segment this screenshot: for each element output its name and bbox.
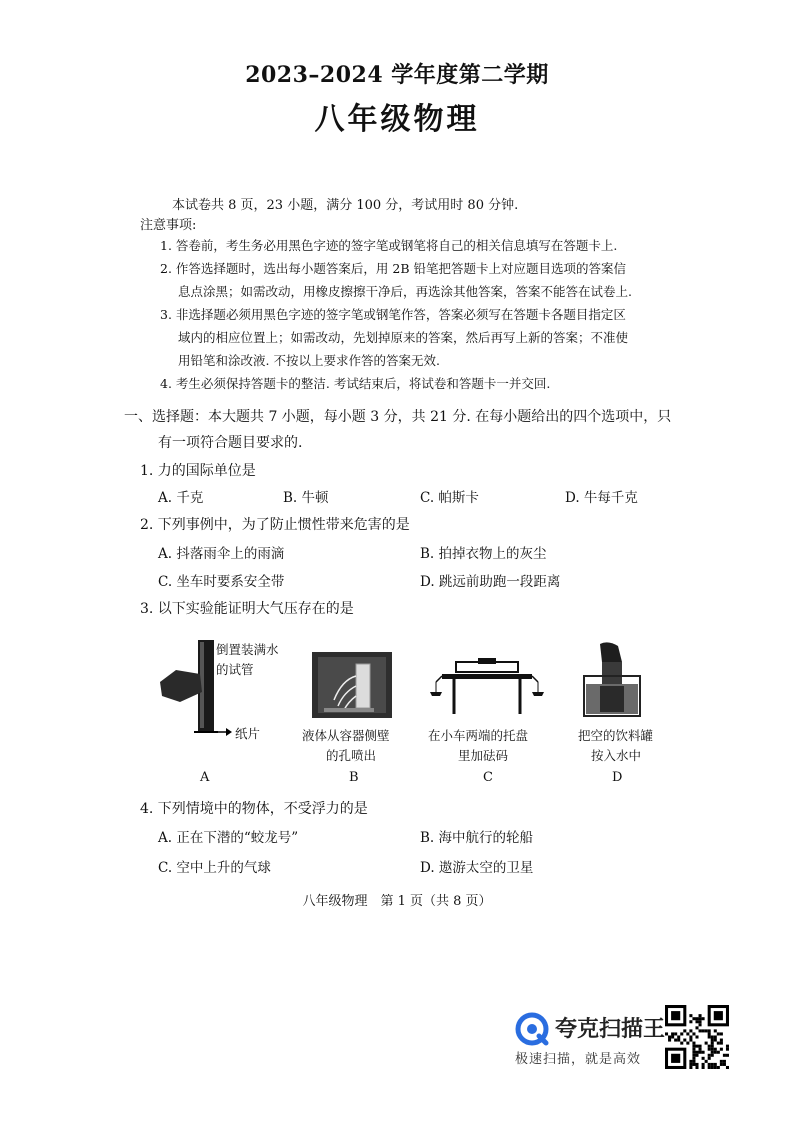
figure-c-caption-line-1: 在小车两端的托盘 [428,728,529,743]
figure-d-can-in-water [578,640,648,720]
figure-a-letter: A [200,770,210,785]
question-1-stem: 1. 力的国际单位是 [140,463,256,479]
figure-a-caption-line-2: 的试管 [216,662,254,677]
question-1-option-b: B. 牛顿 [283,490,329,506]
section-1-heading: 一、选择题：本大题共 7 小题，每小题 3 分，共 21 分. 在每小题给出的四个选项中，只 [124,409,672,425]
question-4-option-a: A. 正在下潜的“蛟龙号” [158,830,299,846]
question-1-option-c: C. 帕斯卡 [420,490,479,506]
question-4-option-b: B. 海中航行的轮船 [420,830,534,846]
qr-code-icon [665,1005,729,1069]
section-1-heading-cont: 有一项符合题目要求的. [158,435,303,451]
scanner-brand: 夸克扫描王 [555,1017,666,1042]
question-2-option-d: D. 跳远前助跑一段距离 [420,574,561,590]
figure-b-container-jets [312,652,392,718]
figure-c-letter: C [483,770,493,785]
question-4-option-c: C. 空中上升的气球 [158,860,271,876]
note-2-line-2: 息点涂黑；如需改动，用橡皮擦擦干净后，再选涂其他答案，答案不能答在试卷上. [178,284,632,299]
figure-a-caption-line-1: 倒置装满水 [216,642,279,657]
page-footer: 八年级物理 第 1 页（共 8 页） [302,894,492,909]
figure-d-caption-line-2: 按入水中 [591,748,642,763]
note-3-line-1: 3. 非选择题必须用黑色字迹的签字笔或钢笔作答，答案必须写在答题卡各题目指定区 [160,307,626,322]
question-4-stem: 4. 下列情境中的物体，不受浮力的是 [140,801,368,817]
figure-a-pointer-label: 纸片 [235,726,261,741]
note-1-line-1: 1. 答卷前，考生务必用黑色字迹的签字笔或钢笔将自己的相关信息填写在答题卡上. [160,238,618,253]
question-2-stem: 2. 下列事例中，为了防止惯性带来危害的是 [140,517,410,533]
question-2-option-b: B. 拍掉衣物上的灰尘 [420,546,547,562]
figure-b-caption-line-2: 的孔喷出 [326,748,377,763]
scanner-slogan: 极速扫描，就是高效 [515,1052,642,1067]
figure-c-cart-balance [428,656,546,716]
question-2-option-c: C. 坐车时要系安全带 [158,574,285,590]
note-3-line-2: 域内的相应位置上；如需改动，先划掉原来的答案，然后再写上新的答案；不准使 [178,330,629,345]
figure-b-caption-line-1: 液体从容器侧壁 [302,728,390,743]
question-2-option-a: A. 抖落雨伞上的雨滴 [158,546,285,562]
figure-d-letter: D [612,770,623,785]
subject-title: 八年级物理 [314,102,480,137]
figure-c-caption-line-2: 里加砝码 [458,748,509,763]
question-1-option-a: A. 千克 [158,490,204,506]
question-3-stem: 3. 以下实验能证明大气压存在的是 [140,601,354,617]
exam-intro: 本试卷共 8 页，23 小题，满分 100 分，考试用时 80 分钟. [172,198,519,213]
term-title: 2023–2024 学年度第二学期 [245,62,549,88]
note-4-line-1: 4. 考生必须保持答题卡的整洁. 考试结束后，将试卷和答题卡一并交回. [160,376,551,391]
scanner-logo-icon [515,1012,549,1046]
figure-d-caption-line-1: 把空的饮料罐 [578,728,654,743]
figure-b-letter: B [349,770,359,785]
question-1-option-d: D. 牛每千克 [565,490,638,506]
note-3-line-3: 用铅笔和涂改液. 不按以上要求作答的答案无效. [178,353,440,368]
question-4-option-d: D. 遨游太空的卫星 [420,860,534,876]
notice-label: 注意事项: [140,218,197,233]
note-2-line-1: 2. 作答选择题时，选出每小题答案后，用 2B 铅笔把答题卡上对应题目选项的答案信 [160,261,626,276]
